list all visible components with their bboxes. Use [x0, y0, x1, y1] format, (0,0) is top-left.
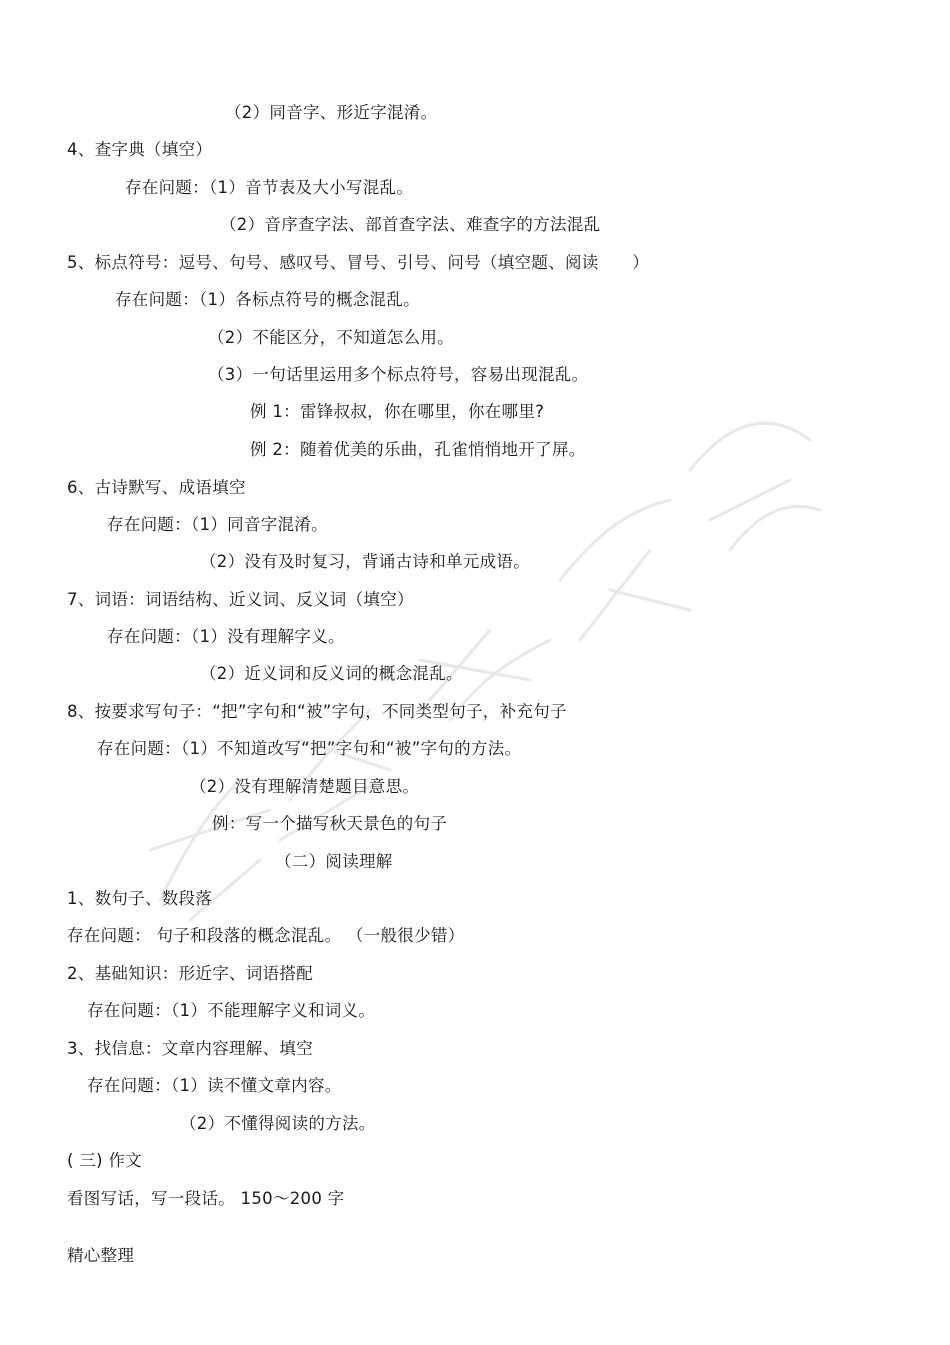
example-line: 例：写一个描写秋天景色的句子 [212, 814, 448, 833]
section-heading: 4、查字典（填空） [67, 140, 213, 159]
section-heading: 7、词语：词语结构、近义词、反义词（填空） [67, 590, 414, 609]
subsection-title: ( 三) 作文 [67, 1151, 142, 1170]
text-line: 存在问题：（1）不能理解字义和词义。 [87, 1001, 376, 1020]
text-line: 存在问题：（1）各标点符号的概念混乱。 [115, 290, 420, 309]
example-line: 例 2：随着优美的乐曲，孔雀悄悄地开了屏。 [250, 440, 586, 459]
text-line: （2）不懂得阅读的方法。 [180, 1114, 376, 1133]
text-line: 存在问题：（1）音节表及大小写混乱。 [125, 178, 414, 197]
section-heading: 1、数句子、数段落 [67, 889, 213, 908]
text-line: 存在问题：（1）同音字混淆。 [107, 515, 328, 534]
text-line: （2）不能区分，不知道怎么用。 [208, 328, 454, 347]
section-heading: 8、按要求写句子：“把”字句和“被”字句，不同类型句子，补充句子 [67, 702, 567, 721]
text-line: 存在问题： 句子和段落的概念混乱。 （一般很少错） [67, 926, 465, 945]
footer-note: 精心整理 [67, 1246, 135, 1265]
section-heading: 2、基础知识：形近字、词语搭配 [67, 964, 313, 983]
subsection-title: （二）阅读理解 [275, 852, 393, 871]
text-line: （2）音序查字法、部首查字法、难查字的方法混乱 [220, 215, 601, 234]
section-heading: 5、标点符号：逗号、句号、感叹号、冒号、引号、问号（填空题、阅读 ） [67, 253, 649, 272]
text-line: 看图写话，写一段话。 150～200 字 [67, 1189, 345, 1208]
example-line: 例 1：雷锋叔叔，你在哪里，你在哪里? [250, 402, 545, 421]
text-line: （3）一句话里运用多个标点符号，容易出现混乱。 [208, 365, 589, 384]
watermark [130, 380, 830, 940]
text-line: （2）没有理解清楚题目意思。 [190, 777, 420, 796]
section-heading: 3、找信息：文章内容理解、填空 [67, 1039, 313, 1058]
text-line: （2）近义词和反义词的概念混乱。 [200, 664, 463, 683]
text-line: 存在问题：（1）不知道改写“把”字句和“被”字句的方法。 [97, 739, 522, 758]
text-line: （2）没有及时复习，背诵古诗和单元成语。 [200, 552, 530, 571]
section-heading: 6、古诗默写、成语填空 [67, 478, 246, 497]
text-line: 存在问题：（1）读不懂文章内容。 [87, 1076, 342, 1095]
text-line: （2）同音字、形近字混淆。 [225, 103, 438, 122]
text-line: 存在问题：（1）没有理解字义。 [107, 627, 345, 646]
